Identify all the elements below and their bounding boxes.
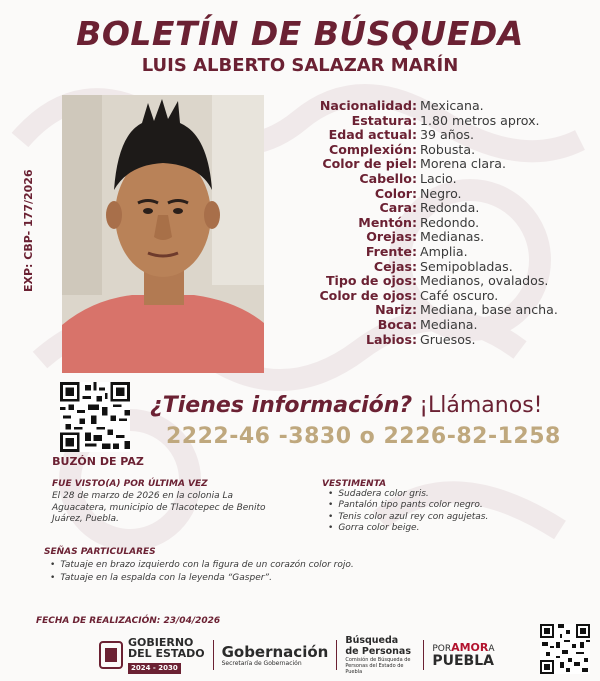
attribute-value: Medianos, ovalados. <box>420 273 549 289</box>
attribute-value: 1.80 metros aprox. <box>420 112 540 128</box>
attribute-value: Redondo. <box>420 214 480 230</box>
attribute-row <box>282 289 592 304</box>
attribute-value: Robusta. <box>420 141 476 157</box>
attribute-row <box>282 333 592 348</box>
attribute-row <box>282 216 592 231</box>
phone-number-2[interactable]: 2226-82-1258 <box>383 424 561 449</box>
clothing-item: • Tenis color azul rey con agujetas. <box>328 512 488 523</box>
attribute-value: Amplia. <box>420 243 468 259</box>
attribute-value: Negro. <box>420 185 462 201</box>
logo-busqueda-text-1: Búsqueda <box>345 635 399 646</box>
logo-divider <box>336 640 337 670</box>
logo-gobierno-text-1: GOBIERNO <box>128 635 194 649</box>
logo-gobierno-years: 2024 - 2030 <box>128 663 181 674</box>
attribute-value: Mediana. <box>420 316 478 332</box>
attribute-label: Cabello: <box>359 170 417 186</box>
logo-amor-puebla: PUEBLA <box>432 652 494 669</box>
attribute-row <box>282 187 592 202</box>
logo-gobierno-estado <box>98 637 205 674</box>
clothing-item: • Gorra color beige. <box>328 523 488 534</box>
attribute-row <box>282 114 592 129</box>
attribute-row <box>282 201 592 216</box>
clothing-heading: VESTIMENTA <box>322 479 387 489</box>
footer-logos <box>98 637 495 673</box>
qr-code-buzon[interactable] <box>60 382 130 452</box>
attribute-row <box>282 143 592 158</box>
attribute-label: Mentón: <box>358 214 417 230</box>
logo-gobernacion-sub: Secretaría de Gobernación <box>221 659 302 667</box>
attribute-label: Complexión: <box>329 141 417 157</box>
attribute-row <box>282 318 592 333</box>
attribute-value: Mediana, base ancha. <box>420 302 558 318</box>
attribute-value: Semipobladas. <box>420 258 513 274</box>
logo-gobernacion <box>222 644 329 667</box>
attribute-label: Estatura: <box>351 112 417 128</box>
attribute-label: Color: <box>374 185 417 201</box>
attribute-row <box>282 245 592 260</box>
info-question <box>150 393 542 418</box>
last-seen-text: El 28 de marzo de 2026 en la colonia La Aguacatera, municipio de Tlacotepec de Benito Juárez, Puebla. <box>52 491 266 525</box>
person-photo <box>62 95 264 373</box>
creation-date: FECHA DE REALIZACIÓN: 23/04/2026 <box>36 616 221 626</box>
logo-busqueda <box>345 635 415 675</box>
logo-divider <box>423 640 424 670</box>
marks-heading: SEÑAS PARTICULARES <box>44 547 156 557</box>
attribute-value: Café oscuro. <box>420 287 499 303</box>
file-number: EXP: CBP- 177/2026 <box>22 169 35 292</box>
clothing-item: • Sudadera color gris. <box>328 489 488 500</box>
attribute-value: Gruesos. <box>420 331 476 347</box>
qr-code-footer[interactable] <box>540 624 590 674</box>
phone-separator: o <box>359 424 376 449</box>
attribute-label: Nacionalidad: <box>319 98 417 113</box>
attribute-label: Color de piel: <box>322 156 417 172</box>
attribute-value: Mexicana. <box>420 98 484 113</box>
person-name: LUIS ALBERTO SALAZAR MARÍN <box>141 55 459 76</box>
attribute-row <box>282 274 592 289</box>
attribute-value: Morena clara. <box>420 156 506 172</box>
attribute-value: Redonda. <box>420 200 480 216</box>
attribute-row <box>282 99 592 114</box>
bulletin-title: BOLETÍN DE BÚSQUEDA <box>76 14 524 53</box>
physical-description <box>282 99 592 347</box>
attribute-label: Nariz: <box>375 302 417 318</box>
attribute-row <box>282 303 592 318</box>
attribute-label: Cara: <box>379 200 417 216</box>
logo-gobierno-text-2: DEL ESTADO <box>128 646 205 660</box>
logo-divider <box>213 640 214 670</box>
call-text: ¡Llámanos! <box>419 393 543 418</box>
attribute-label: Frente: <box>365 243 417 259</box>
attribute-row <box>282 157 592 172</box>
phone-number-1[interactable]: 2222-46 -3830 <box>166 424 352 449</box>
attribute-value: 39 años. <box>420 127 474 143</box>
last-seen-heading: FUE VISTO(A) POR ÚLTIMA VEZ <box>52 479 208 489</box>
attribute-label: Cejas: <box>373 258 417 274</box>
attribute-label: Orejas: <box>366 229 417 245</box>
attribute-label: Color de ojos: <box>319 287 417 303</box>
attribute-label: Labios: <box>365 331 417 347</box>
marks-list <box>50 559 354 585</box>
attribute-value: Lacio. <box>420 170 457 186</box>
attribute-label: Edad actual: <box>328 127 417 143</box>
logo-gobernacion-text: Gobernación <box>221 642 329 661</box>
attribute-row <box>282 230 592 245</box>
attribute-row <box>282 172 592 187</box>
logo-busqueda-text-2: de Personas <box>345 646 411 657</box>
phone-numbers <box>166 424 561 449</box>
logo-amor-a: A <box>488 643 495 654</box>
clothing-item: • Pantalón tipo pants color negro. <box>328 500 488 511</box>
attribute-row <box>282 260 592 275</box>
mark-item: • Tatuaje en brazo izquierdo con la figura de un corazón color rojo. <box>50 559 354 572</box>
attribute-label: Tipo de ojos: <box>325 273 417 289</box>
logo-busqueda-sub: Comisión de Búsqueda de Personas del Estado de Puebla <box>345 657 411 675</box>
logo-por-amor-a-puebla <box>432 640 495 669</box>
logo-amor-amor: AMOR <box>451 640 489 654</box>
attribute-label: Boca: <box>377 316 417 332</box>
mark-item: • Tatuaje en la espalda con la leyenda “Gasper”. <box>50 572 354 585</box>
attribute-row <box>282 128 592 143</box>
buzon-de-paz-label: BUZÓN DE PAZ <box>52 455 144 468</box>
attribute-value: Medianas. <box>420 229 485 245</box>
state-seal-icon <box>98 640 124 670</box>
clothing-list <box>328 489 488 535</box>
question-text: ¿Tienes información? <box>150 393 413 418</box>
logo-amor-por: POR <box>432 643 452 654</box>
